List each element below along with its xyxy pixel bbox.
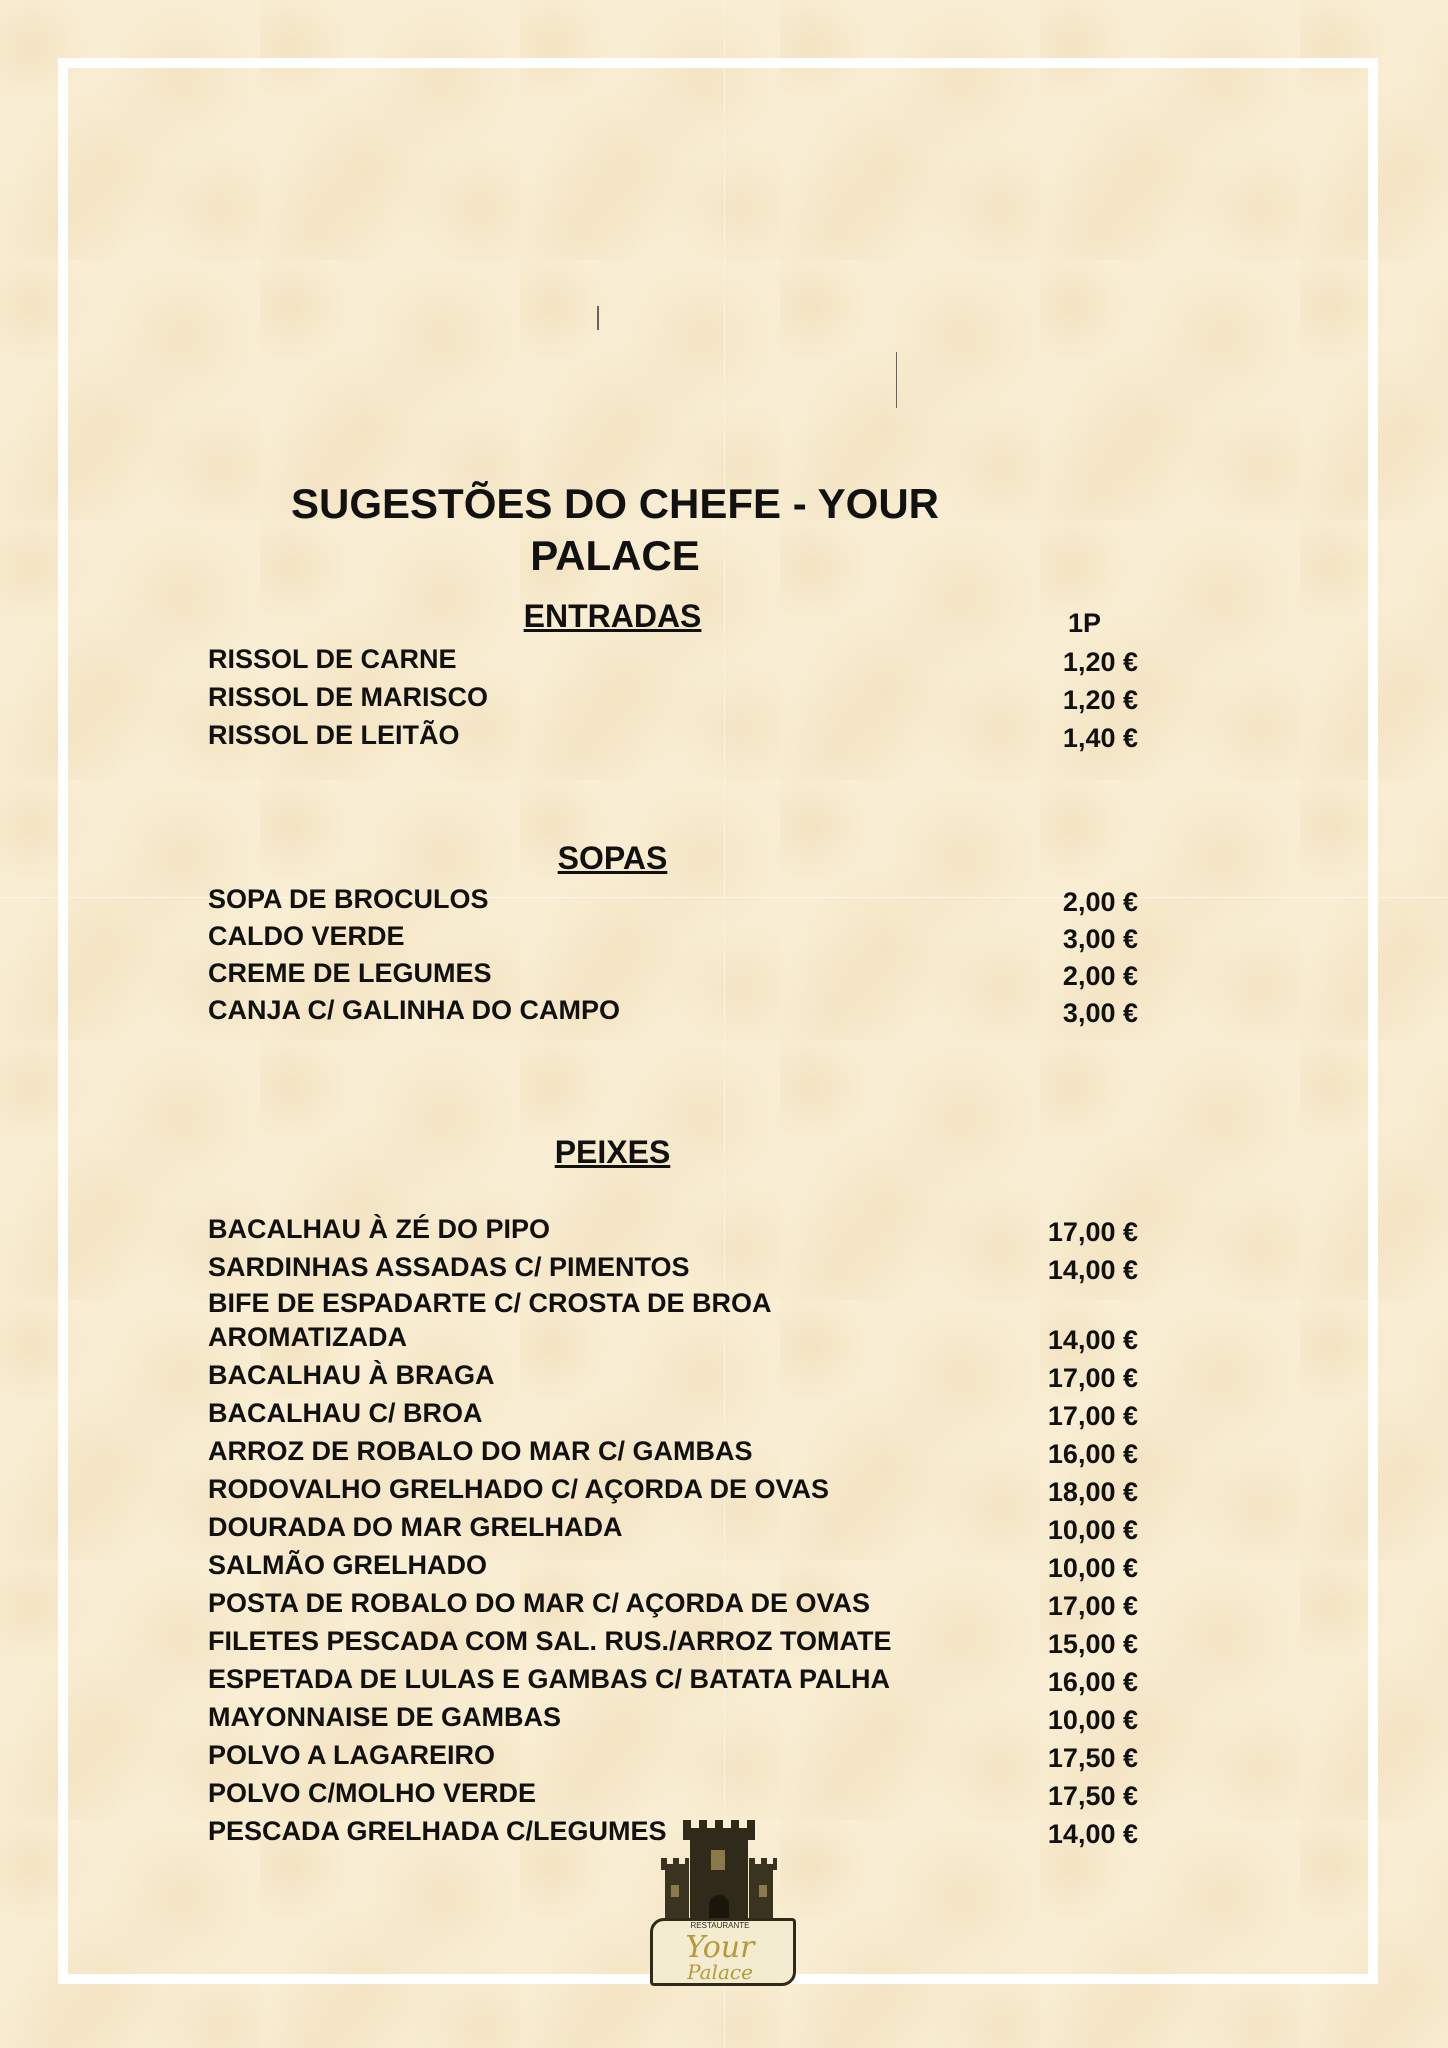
menu-item-price: 14,00 € <box>1047 1819 1138 1849</box>
menu-item-name: MAYONNAISE DE GAMBAS <box>208 1702 562 1732</box>
menu-item-price: 3,00 € <box>1062 924 1138 954</box>
restaurant-logo <box>645 1800 795 1985</box>
menu-item-name: FILETES PESCADA COM SAL. RUS./ARROZ TOMATE <box>208 1626 892 1656</box>
section-heading-peixes: PEIXES <box>554 1134 671 1170</box>
menu-item-name: RISSOL DE CARNE <box>208 644 457 674</box>
menu-item-name: AROMATIZADA <box>208 1322 407 1352</box>
menu-item-name: RISSOL DE LEITÃO <box>208 720 460 750</box>
logo-small-text: RESTAURANTE <box>690 1921 750 1930</box>
menu-item-price: 17,00 € <box>1047 1363 1138 1393</box>
scan-mark <box>896 352 897 408</box>
menu-item-price: 1,20 € <box>1062 647 1138 677</box>
menu-item-name: SALMÃO GRELHADO <box>208 1550 487 1580</box>
menu-item-name: PESCADA GRELHADA C/LEGUMES <box>208 1816 667 1846</box>
menu-item-price: 14,00 € <box>1047 1255 1138 1285</box>
menu-item-name: SOPA DE BROCULOS <box>208 884 489 914</box>
section-heading-entradas: ENTRADAS <box>523 598 702 634</box>
menu-item-name: POSTA DE ROBALO DO MAR C/ AÇORDA DE OVAS <box>208 1588 871 1618</box>
menu-item-name: DOURADA DO MAR GRELHADA <box>208 1512 623 1542</box>
menu-item-name: POLVO A LAGAREIRO <box>208 1740 496 1770</box>
section-heading-sopas: SOPAS <box>557 840 668 876</box>
menu-item-price: 1,40 € <box>1062 723 1138 753</box>
menu-item-price: 16,00 € <box>1047 1439 1138 1469</box>
menu-item-name: SARDINHAS ASSADAS C/ PIMENTOS <box>208 1252 690 1282</box>
menu-item-price: 3,00 € <box>1062 998 1138 1028</box>
menu-item-name: BACALHAU C/ BROA <box>208 1398 483 1428</box>
menu-item-name: ARROZ DE ROBALO DO MAR C/ GAMBAS <box>208 1436 753 1466</box>
menu-item-name: POLVO C/MOLHO VERDE <box>208 1778 537 1808</box>
menu-item-price: 10,00 € <box>1047 1515 1138 1545</box>
menu-item-price: 10,00 € <box>1047 1705 1138 1735</box>
menu-item-name: RISSOL DE MARISCO <box>208 682 489 712</box>
logo-text-palace: Palace <box>687 1960 753 1984</box>
menu-item-price: 2,00 € <box>1062 887 1138 917</box>
menu-item-name: BACALHAU À ZÉ DO PIPO <box>208 1214 551 1244</box>
menu-item-name: CANJA C/ GALINHA DO CAMPO <box>208 995 621 1025</box>
menu-item-price: 17,00 € <box>1047 1591 1138 1621</box>
scan-mark <box>597 306 599 330</box>
menu-title-line-2: PALACE <box>530 532 700 579</box>
portion-column-header: 1P <box>1068 608 1102 638</box>
menu-item-price: 17,50 € <box>1047 1743 1138 1773</box>
menu-item-price: 17,50 € <box>1047 1781 1138 1811</box>
menu-item-price: 14,00 € <box>1047 1325 1138 1355</box>
menu-item-name: BIFE DE ESPADARTE C/ CROSTA DE BROA <box>208 1288 772 1318</box>
menu-item-price: 15,00 € <box>1047 1629 1138 1659</box>
logo-text-your: Your <box>685 1930 755 1965</box>
menu-item-price: 10,00 € <box>1047 1553 1138 1583</box>
menu-item-price: 16,00 € <box>1047 1667 1138 1697</box>
menu-item-name: ESPETADA DE LULAS E GAMBAS C/ BATATA PALHA <box>208 1664 890 1694</box>
menu-item-price: 1,20 € <box>1062 685 1138 715</box>
menu-item-price: 18,00 € <box>1047 1477 1138 1507</box>
menu-item-name: RODOVALHO GRELHADO C/ AÇORDA DE OVAS <box>208 1474 830 1504</box>
menu-item-name: CALDO VERDE <box>208 921 405 951</box>
menu-item-price: 2,00 € <box>1062 961 1138 991</box>
menu-item-price: 17,00 € <box>1047 1217 1138 1247</box>
menu-title <box>230 478 1000 582</box>
menu-item-price: 17,00 € <box>1047 1401 1138 1431</box>
menu-item-name: BACALHAU À BRAGA <box>208 1360 495 1390</box>
menu-item-name: CREME DE LEGUMES <box>208 958 492 988</box>
menu-title-line-1: SUGESTÕES DO CHEFE - YOUR <box>291 480 939 527</box>
